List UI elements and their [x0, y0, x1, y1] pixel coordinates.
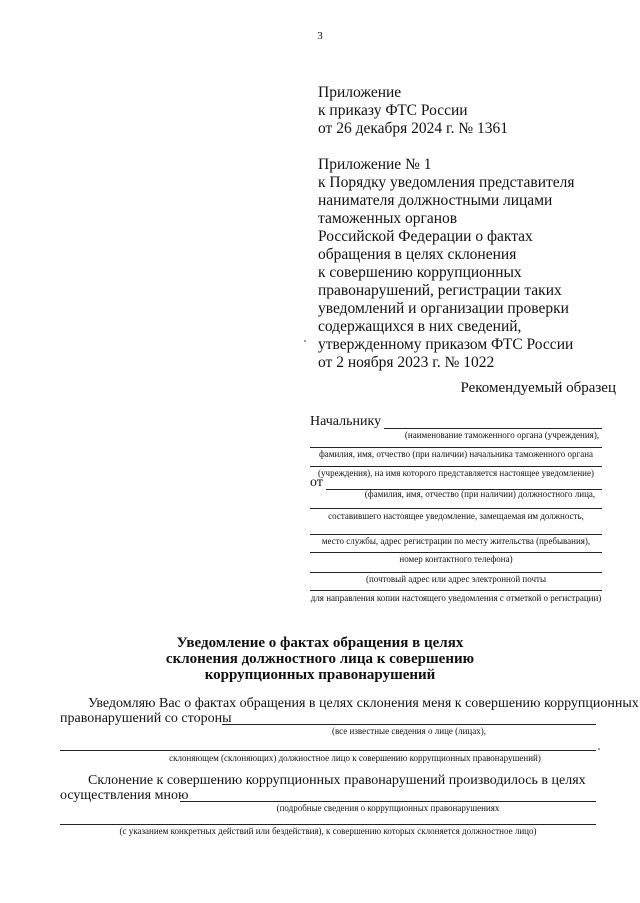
- notice-title-line: коррупционных правонарушений: [204, 667, 436, 683]
- sample-label: Рекомендуемый образец: [460, 380, 616, 396]
- appendix-1-line: к Порядку уведомления представителя: [318, 174, 575, 191]
- notice-title-line: склонения должностного лица к совершению: [165, 651, 475, 667]
- field-caption: (все известные сведения о лице (лицах),: [331, 726, 486, 736]
- addressee-name-line[interactable]: [384, 428, 602, 429]
- notice-paragraph-2-line: Склонение к совершению коррупционных правонарушений производилось в целях: [88, 773, 586, 788]
- sender-line[interactable]: [310, 534, 602, 535]
- appendix-order-block: [318, 84, 508, 138]
- notice-paragraph-1-line: правонарушений со стороны: [60, 711, 232, 726]
- field-caption: (учреждения), на имя которого представляется настоящее уведомление): [318, 468, 594, 478]
- appendix-1-line: содержащихся в них сведений,: [318, 318, 522, 335]
- field-caption: место службы, адрес регистрации по месту жительства (пребывания),: [321, 536, 591, 546]
- order-date: от 26 декабря 2024 г. № 1361: [318, 120, 509, 137]
- violations-info-line[interactable]: [60, 824, 596, 825]
- field-caption: (подробные сведения о коррупционных правонарушениях: [276, 803, 500, 813]
- field-caption: составившего настоящее уведомление, замещаемая им должность,: [328, 511, 584, 521]
- page-number: 3: [317, 30, 323, 42]
- appendix-1-line: таможенных органов: [318, 210, 458, 227]
- appendix-1-line: к совершению коррупционных: [318, 264, 522, 281]
- appendix-1-line: Приложение № 1: [318, 156, 432, 173]
- notice-title-line: Уведомление о фактах обращения в целях: [176, 635, 464, 651]
- appendix-1-line: обращения в целях склонения: [318, 246, 517, 263]
- field-caption: (наименование таможенного органа (учреждения),: [404, 430, 600, 440]
- from-label: от: [310, 475, 323, 490]
- notice-paragraph-1-line: Уведомляю Вас о фактах обращения в целях склонения меня к совершению коррупционных: [88, 696, 639, 711]
- addressee-line[interactable]: [310, 466, 602, 467]
- sender-address-line[interactable]: [310, 590, 602, 591]
- appendix-label: Приложение: [318, 84, 402, 101]
- persons-info-line[interactable]: [60, 750, 596, 751]
- appendix-1-line: уведомлений и организации проверки: [318, 300, 569, 317]
- field-caption: номер контактного телефона): [399, 554, 513, 564]
- sender-phone-line[interactable]: [310, 552, 602, 553]
- appendix-1-line: Российской Федерации о фактах: [318, 228, 533, 245]
- appendix-1-line: утвержденному приказом ФТС России: [318, 336, 574, 353]
- sender-address-line[interactable]: [310, 572, 602, 573]
- order-reference: к приказу ФТС России: [318, 102, 468, 119]
- violations-info-line[interactable]: [180, 801, 596, 802]
- field-caption: (с указанием конкретных действий или бездействия), к совершению которых склоняется должностное лицо): [119, 826, 537, 836]
- notice-paragraph-2-line: осуществления мною: [60, 788, 189, 803]
- field-caption: склоняющем (склоняющих) должностное лицо к совершению коррупционных правонарушений): [169, 753, 541, 763]
- field-caption: фамилия, имя, отчество (при наличии) начальника таможенного органа: [318, 449, 594, 459]
- sender-line[interactable]: [310, 508, 602, 509]
- addressee-line[interactable]: [310, 447, 602, 448]
- appendix-1-line: от 2 ноября 2023 г. № 1022: [318, 354, 495, 371]
- to-label: Начальнику: [310, 414, 382, 429]
- persons-info-line[interactable]: [222, 724, 596, 725]
- appendix-1-line: правонарушений, регистрации таких: [318, 282, 562, 299]
- field-caption: (почтовый адрес или адрес электронной почты: [365, 574, 546, 584]
- field-caption: (фамилия, имя, отчество (при наличии) должностного лица,: [364, 489, 596, 499]
- appendix-1-line: нанимателя должностными лицами: [318, 192, 553, 209]
- field-caption: для направления копии настоящего уведомления с отметкой о регистрации): [310, 593, 602, 603]
- appendix-1-block: [318, 156, 575, 372]
